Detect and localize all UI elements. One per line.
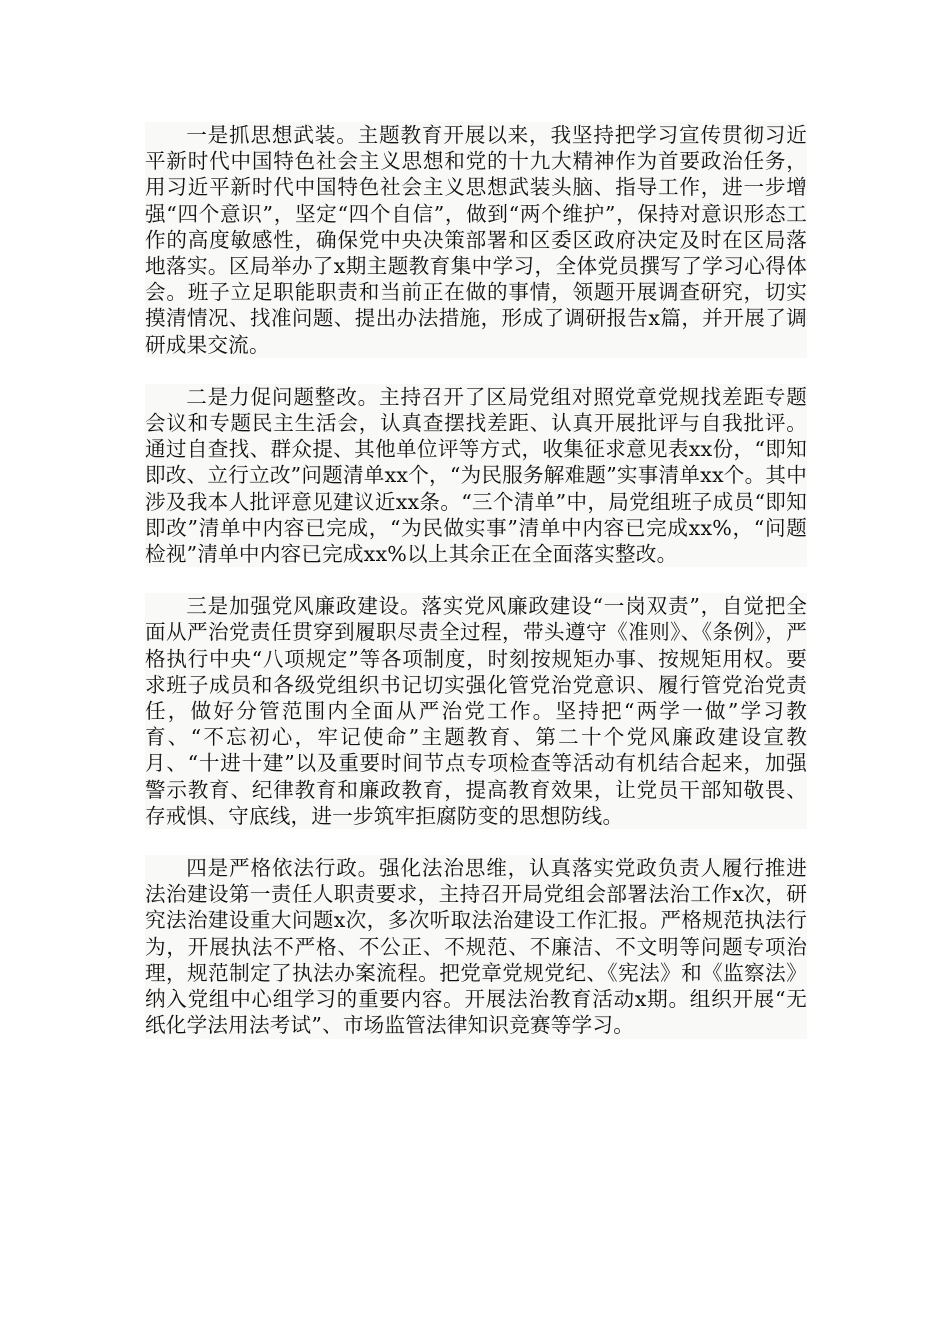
paragraph-clean-governance: 三是加强党风廉政建设。落实党风廉政建设“一岗双责”，自觉把全面从严治党责任贯穿到履职尽责全过程，带头遵守《准则》、《条例》，严格执行中央“八项规定”等各项制度，时刻按规矩办事、按规矩用权。要求班子成员和各级党组织书记切实强化管党治党意识、履行管党治党责任，做好分管范围内全面从严治党工作。坚持把“两学一做”学习教育、“不忘初心，牢记使命”主题教育、第二十个党风廉政建设宣教月、“十进十建”以及重要时间节点专项检查等活动有机结合起来，加强警示教育、纪律教育和廉政教育，提高教育效果，让党员干部知敬畏、存戒惧、守底线，进一步筑牢拒腐防变的思想防线。 (145, 594, 807, 828)
paragraph-rule-of-law: 四是严格依法行政。强化法治思维，认真落实党政负责人履行推进法治建设第一责任人职责要求，主持召开局党组会部署法治工作x次，研究法治建设重大问题x次，多次听取法治建设工作汇报。严格规范执法行为，开展执法不严格、不公正、不规范、不廉洁、不文明等问题专项治理，规范制定了执法办案流程。把党章党规党纪、《宪法》和《监察法》纳入党组中心组学习的重要内容。开展法治教育活动x期。组织开展“无纸化学法用法考试”、市场监管法律知识竞赛等学习。 (145, 856, 807, 1038)
document-body (145, 122, 807, 1039)
paragraph-spacer (145, 829, 807, 855)
paragraph-spacer (145, 567, 807, 593)
paragraph-problem-rectification: 二是力促问题整改。主持召开了区局党组对照党章党规找差距专题会议和专题民主生活会，认真查摆找差距、认真开展批评与自我批评。通过自查找、群众提、其他单位评等方式，收集征求意见表xx份，“即知即改、立行立改”问题清单xx个，“为民服务解难题”实事清单xx个。其中涉及我本人批评意见建议近xx条。“三个清单”中，局党组班子成员“即知即改”清单中内容已完成，“为民做实事”清单中内容已完成xx%，“问题检视”清单中内容已完成xx%以上其余正在全面落实整改。 (145, 384, 807, 567)
paragraph-spacer (145, 358, 807, 384)
paragraph-ideological-armament: 一是抓思想武装。主题教育开展以来，我坚持把学习宣传贯彻习近平新时代中国特色社会主义思想和党的十九大精神作为首要政治任务，用习近平新时代中国特色社会主义思想武装头脑、指导工作，进一步增强“四个意识”，坚定“四个自信”，做到“两个维护”，保持对意识形态工作的高度敏感性，确保党中央决策部署和区委区政府决定及时在区局落地落实。区局举办了x期主题教育集中学习，全体党员撰写了学习心得体会。班子立足职能职责和当前正在做的事情，领题开展调查研究，切实摸清情况、找准问题、提出办法措施，形成了调研报告x篇，并开展了调研成果交流。 (145, 123, 807, 357)
